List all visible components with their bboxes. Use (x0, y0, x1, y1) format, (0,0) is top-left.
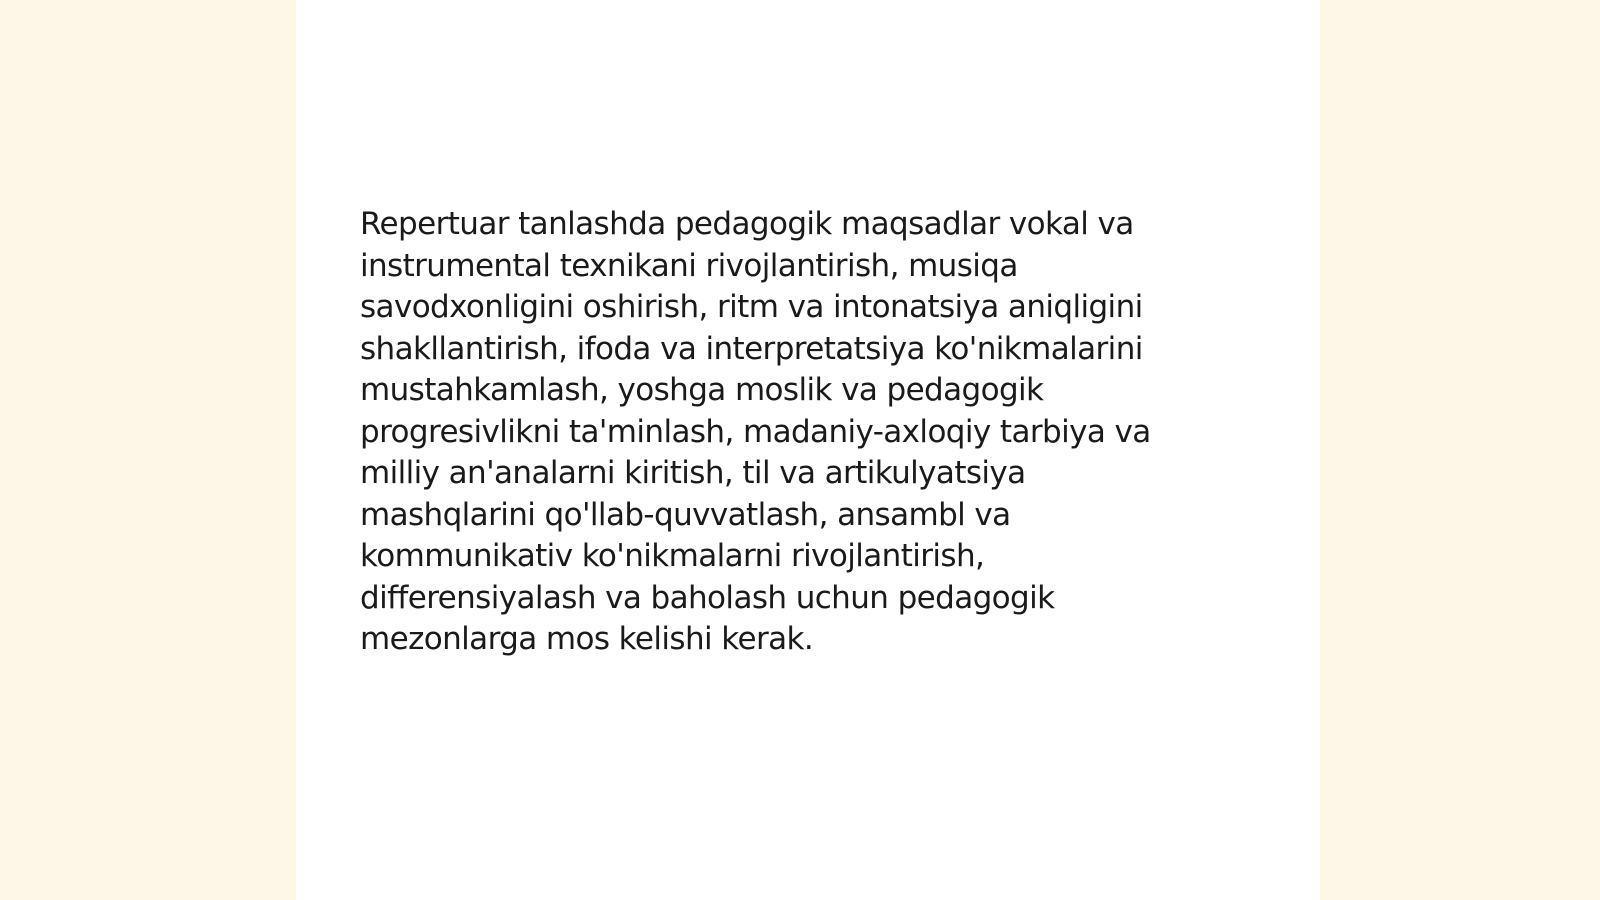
slide-panel (296, 0, 1320, 900)
slide-body-text: Repertuar tanlashda pedagogik maqsadlar vokal va instrumental texnikani rivojlantirish, musiqa savodxonligini oshirish, ritm va intonatsiya aniqligini shakllantirish, ifoda va interpretatsiya ko'nikmalarini mustahkamlash, yoshga moslik va pedagogik progresivlikni ta'minlash, madaniy-axloqiy tarbiya va milliy an'analarni kiritish, til va artikulyatsiya mashqlarini qo'llab-quvvatlash, ansambl va kommunikativ ko'nikmalarni rivojlantirish, differensiyalash va baholash uchun pedagogik mezonlarga mos kelishi kerak. (360, 206, 1151, 657)
